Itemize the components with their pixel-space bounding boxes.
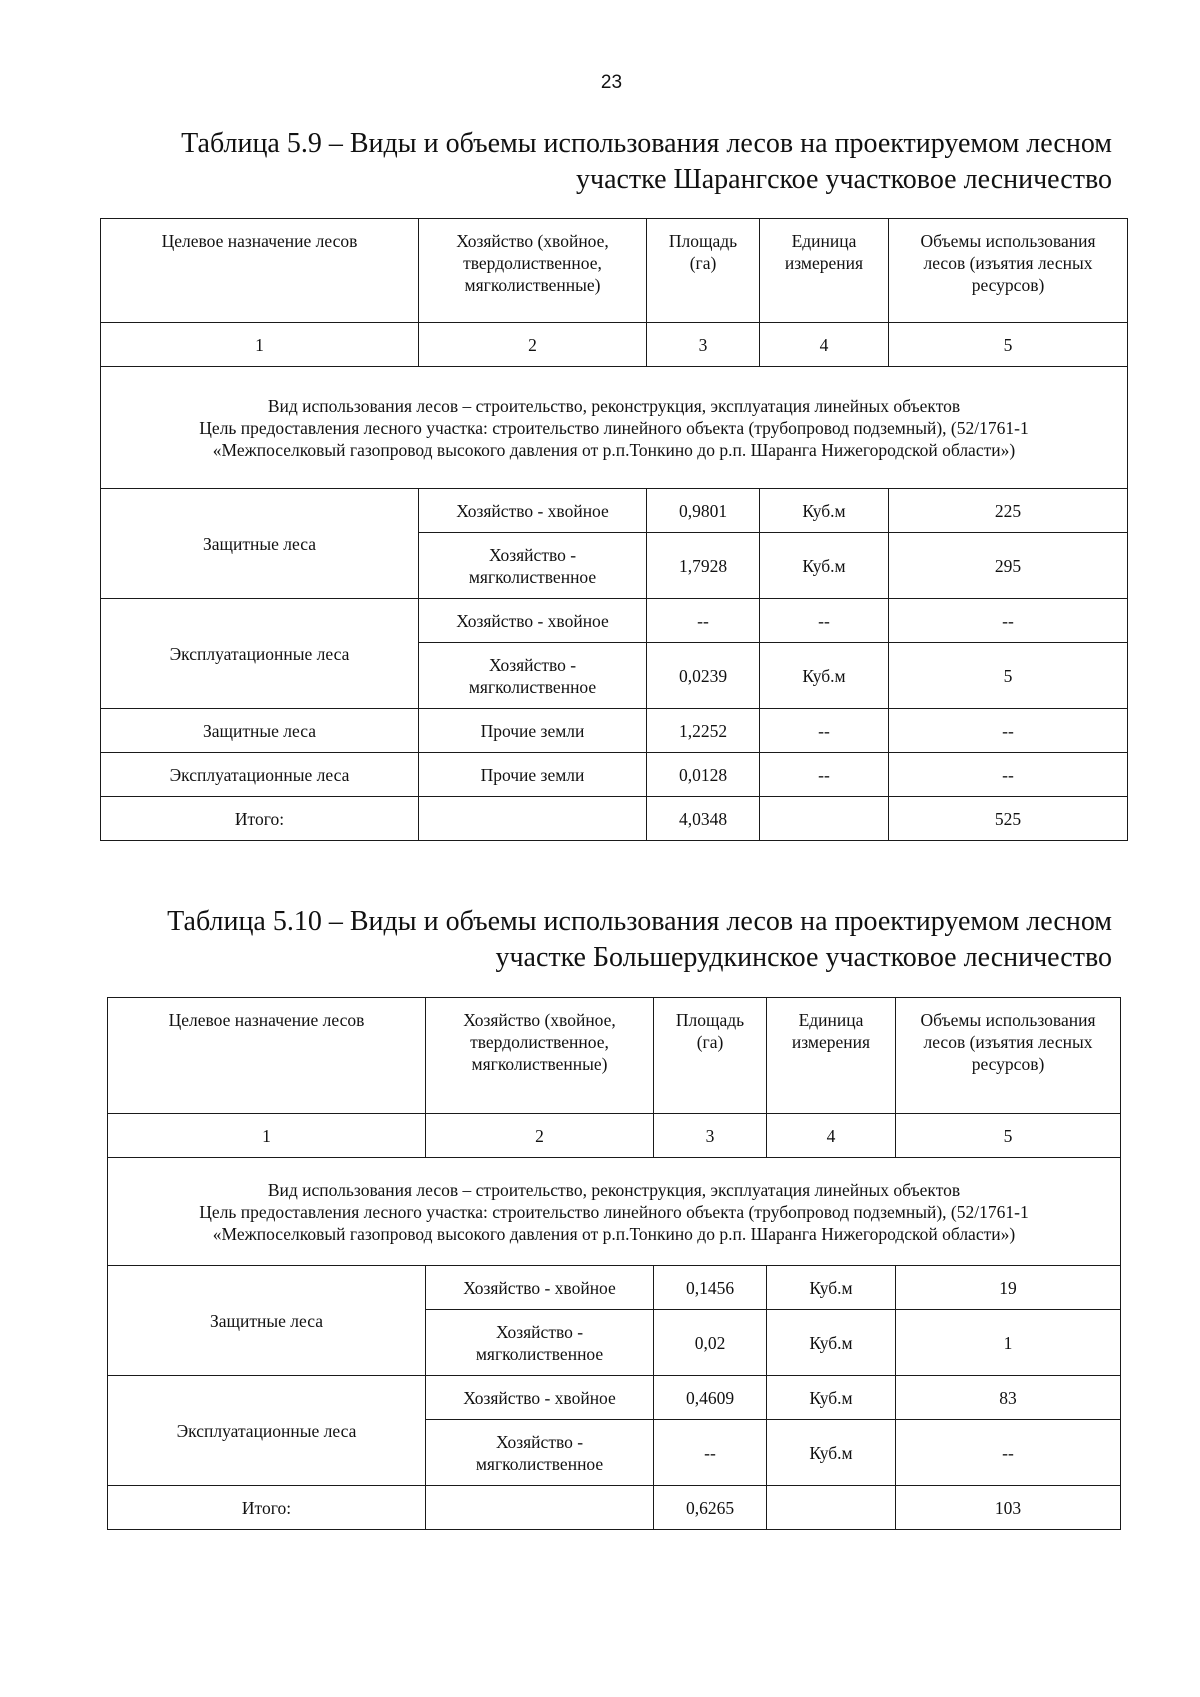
farm-type-line: Хозяйство - хвойное <box>463 1387 616 1408</box>
table-caption <box>181 126 1112 198</box>
unit: -- <box>760 753 889 797</box>
purpose-line: Вид использования лесов – строительство, реконструкция, эксплуатация линейных объектов <box>267 395 961 416</box>
area-ha: 0,4609 <box>654 1376 767 1420</box>
caption-line: участке Большерудкинское участковое лесничество <box>495 942 1112 973</box>
purpose-line: Цель предоставления лесного участка: строительство линейного объекта (трубопровод подземный), (52/1761-1 <box>199 417 1029 438</box>
area-ha: 0,1456 <box>654 1266 767 1310</box>
header-purpose-line: Целевое назначение лесов <box>161 231 358 251</box>
farm-type <box>426 1420 654 1486</box>
total-area: 0,6265 <box>654 1486 767 1530</box>
total-farm <box>426 1486 654 1530</box>
header-farm-line: твердолиственное, <box>470 1032 609 1052</box>
column-number: 2 <box>426 1114 654 1158</box>
header-unit-line: Единица <box>791 231 857 251</box>
volume: 225 <box>889 489 1128 533</box>
farm-type-line: мягколиственное <box>475 1343 604 1364</box>
total-volume: 103 <box>896 1486 1121 1530</box>
column-number: 5 <box>896 1114 1121 1158</box>
area-ha: 1,7928 <box>647 533 760 599</box>
column-number: 3 <box>647 323 760 367</box>
purpose-description <box>108 1158 1121 1266</box>
header-volume-line: ресурсов) <box>971 1054 1045 1074</box>
header-purpose <box>101 219 419 323</box>
unit: -- <box>760 599 889 643</box>
forest-use-table-bolsherudka <box>107 997 1121 1530</box>
header-area-line: (га) <box>696 1032 724 1052</box>
total-row <box>108 1486 1121 1530</box>
unit: Куб.м <box>767 1376 896 1420</box>
unit: Куб.м <box>760 533 889 599</box>
volume: -- <box>889 709 1128 753</box>
table-caption <box>167 904 1112 976</box>
table-header-row <box>108 998 1121 1114</box>
column-number-row <box>101 323 1128 367</box>
header-purpose <box>108 998 426 1114</box>
farm-type-line: Хозяйство - <box>495 1431 584 1452</box>
volume: 1 <box>896 1310 1121 1376</box>
table-row <box>101 753 1128 797</box>
farm-type-line: мягколиственное <box>475 1453 604 1474</box>
purpose-line: Вид использования лесов – строительство, реконструкция, эксплуатация линейных объектов <box>267 1179 961 1200</box>
total-label: Итого: <box>101 797 419 841</box>
total-unit <box>767 1486 896 1530</box>
volume: 5 <box>889 643 1128 709</box>
farm-type-line: Прочие земли <box>480 764 585 785</box>
header-purpose-line: Целевое назначение лесов <box>168 1010 365 1030</box>
column-number: 5 <box>889 323 1128 367</box>
farm-type <box>419 599 647 643</box>
farm-type <box>419 489 647 533</box>
table-row <box>108 1266 1121 1310</box>
header-farm-line: Хозяйство (хвойное, <box>463 1010 616 1030</box>
header-farm-line: мягколиственные) <box>471 1054 608 1074</box>
table-row <box>101 599 1128 643</box>
header-volume-line: ресурсов) <box>971 275 1045 295</box>
forest-category: Защитные леса <box>101 489 419 599</box>
caption-line: Таблица 5.10 – Виды и объемы использования лесов на проектируемом лесном <box>167 906 1112 937</box>
farm-type-line: Прочие земли <box>480 720 585 741</box>
unit: Куб.м <box>767 1420 896 1486</box>
purpose-row <box>101 367 1128 489</box>
area-ha: 0,9801 <box>647 489 760 533</box>
header-area-line: (га) <box>689 253 717 273</box>
unit: Куб.м <box>767 1310 896 1376</box>
header-unit <box>767 998 896 1114</box>
header-unit-line: измерения <box>791 1032 871 1052</box>
farm-type <box>426 1310 654 1376</box>
area-ha: -- <box>647 599 760 643</box>
area-ha: 1,2252 <box>647 709 760 753</box>
table-row <box>101 709 1128 753</box>
area-ha: -- <box>654 1420 767 1486</box>
area-ha: 0,0128 <box>647 753 760 797</box>
table-row <box>108 1376 1121 1420</box>
farm-type-line: Хозяйство - хвойное <box>456 500 609 521</box>
purpose-description <box>101 367 1128 489</box>
farm-type-line: Хозяйство - <box>488 654 577 675</box>
forest-category: Эксплуатационные леса <box>101 753 419 797</box>
header-area <box>647 219 760 323</box>
header-volume-line: лесов (изъятия лесных <box>923 1032 1093 1052</box>
table-header-row <box>101 219 1128 323</box>
unit: Куб.м <box>767 1266 896 1310</box>
purpose-line: Цель предоставления лесного участка: строительство линейного объекта (трубопровод подземный), (52/1761-1 <box>199 1201 1029 1222</box>
caption-line: Таблица 5.9 – Виды и объемы использования лесов на проектируемом лесном <box>181 128 1112 159</box>
area-ha: 0,02 <box>654 1310 767 1376</box>
farm-type-line: Хозяйство - хвойное <box>456 610 609 631</box>
header-farm <box>426 998 654 1114</box>
farm-type <box>419 643 647 709</box>
total-volume: 525 <box>889 797 1128 841</box>
header-farm-line: твердолиственное, <box>463 253 602 273</box>
purpose-line: «Межпоселковый газопровод высокого давления от р.п.Тонкино до р.п. Шаранга Нижегородской области») <box>212 1223 1016 1244</box>
forest-category: Эксплуатационные леса <box>101 599 419 709</box>
total-row <box>101 797 1128 841</box>
farm-type <box>426 1376 654 1420</box>
column-number: 1 <box>101 323 419 367</box>
header-area-line: Площадь <box>668 231 738 251</box>
purpose-line: «Межпоселковый газопровод высокого давления от р.п.Тонкино до р.п. Шаранга Нижегородской области») <box>212 439 1016 460</box>
purpose-row <box>108 1158 1121 1266</box>
forest-category: Защитные леса <box>101 709 419 753</box>
volume: -- <box>896 1420 1121 1486</box>
header-unit <box>760 219 889 323</box>
unit: -- <box>760 709 889 753</box>
column-number-row <box>108 1114 1121 1158</box>
farm-type-line: мягколиственное <box>468 676 597 697</box>
volume: 83 <box>896 1376 1121 1420</box>
column-number: 4 <box>767 1114 896 1158</box>
farm-type-line: Хозяйство - <box>488 544 577 565</box>
forest-category: Защитные леса <box>108 1266 426 1376</box>
header-volume-line: Объемы использования <box>920 1010 1096 1030</box>
unit: Куб.м <box>760 643 889 709</box>
farm-type <box>419 753 647 797</box>
header-volume-line: Объемы использования <box>920 231 1096 251</box>
header-area-line: Площадь <box>675 1010 745 1030</box>
header-volume-line: лесов (изъятия лесных <box>923 253 1093 273</box>
column-number: 3 <box>654 1114 767 1158</box>
header-farm-line: Хозяйство (хвойное, <box>456 231 609 251</box>
volume: -- <box>889 599 1128 643</box>
farm-type <box>426 1266 654 1310</box>
caption-line: участке Шарангское участковое лесничество <box>575 164 1112 195</box>
page-number: 23 <box>600 72 623 93</box>
farm-type-line: Хозяйство - <box>495 1321 584 1342</box>
column-number: 2 <box>419 323 647 367</box>
total-unit <box>760 797 889 841</box>
forest-category: Эксплуатационные леса <box>108 1376 426 1486</box>
volume: -- <box>889 753 1128 797</box>
farm-type-line: Хозяйство - хвойное <box>463 1277 616 1298</box>
header-unit-line: Единица <box>798 1010 864 1030</box>
total-label: Итого: <box>108 1486 426 1530</box>
column-number: 4 <box>760 323 889 367</box>
header-farm-line: мягколиственные) <box>464 275 601 295</box>
area-ha: 0,0239 <box>647 643 760 709</box>
header-volume <box>889 219 1128 323</box>
total-farm <box>419 797 647 841</box>
forest-use-table-sharanga <box>100 218 1128 841</box>
total-area: 4,0348 <box>647 797 760 841</box>
farm-type-line: мягколиственное <box>468 566 597 587</box>
header-unit-line: измерения <box>784 253 864 273</box>
header-area <box>654 998 767 1114</box>
column-number: 1 <box>108 1114 426 1158</box>
volume: 19 <box>896 1266 1121 1310</box>
farm-type <box>419 709 647 753</box>
header-farm <box>419 219 647 323</box>
table-row <box>101 489 1128 533</box>
volume: 295 <box>889 533 1128 599</box>
farm-type <box>419 533 647 599</box>
header-volume <box>896 998 1121 1114</box>
unit: Куб.м <box>760 489 889 533</box>
